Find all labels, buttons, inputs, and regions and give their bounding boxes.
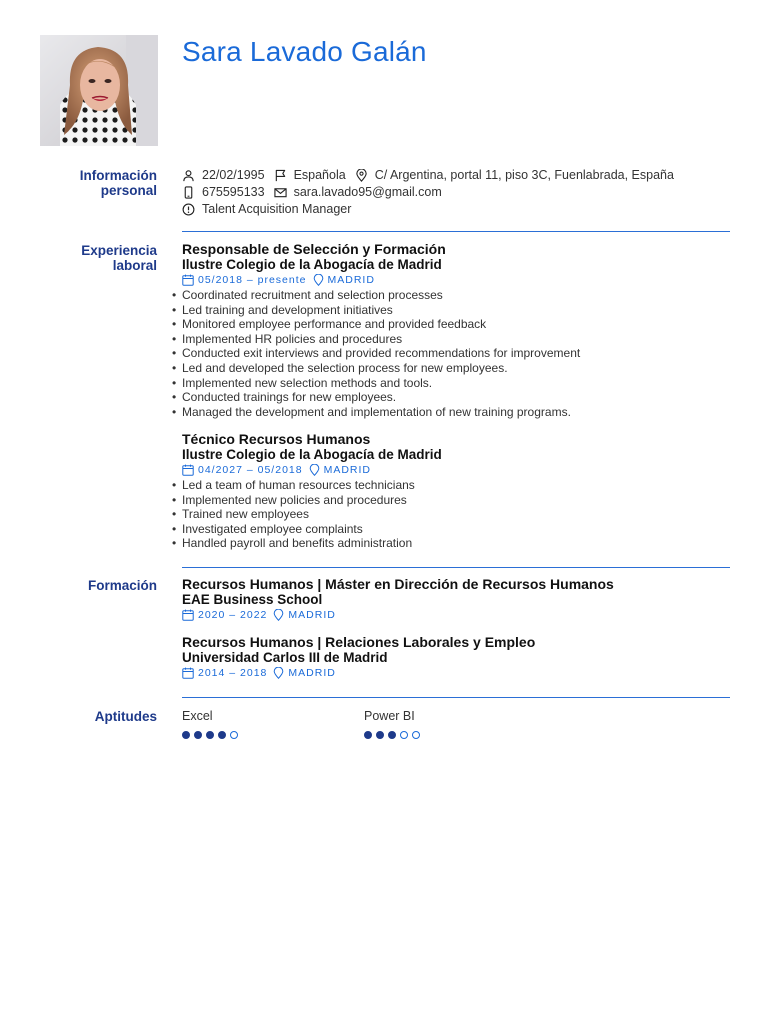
education-dates: 2020 – 2022 xyxy=(198,608,268,621)
label-line-1: Información xyxy=(79,168,157,183)
headline-item xyxy=(182,202,351,216)
location-pin-icon xyxy=(273,667,284,679)
section-label-personal xyxy=(40,168,157,198)
job-title: Responsable de Selección y Formación xyxy=(182,241,446,257)
rating-dot-empty xyxy=(412,731,420,739)
list-item: • Trained new employees xyxy=(182,507,732,522)
section-divider xyxy=(182,231,730,232)
section-label-skills: Aptitudes xyxy=(94,709,157,724)
phone-icon xyxy=(182,186,195,199)
rating-dot-filled xyxy=(182,731,190,739)
education-meta xyxy=(182,608,732,621)
rating-dot-filled xyxy=(364,731,372,739)
job-bullets xyxy=(182,288,732,419)
job-dates: 04/2027 – 05/2018 xyxy=(198,463,303,476)
rating-dot-filled xyxy=(206,731,214,739)
address-item xyxy=(355,168,674,182)
education-meta xyxy=(182,666,732,679)
rating-dot-filled xyxy=(194,731,202,739)
flag-icon xyxy=(274,169,287,182)
list-item: • Coordinated recruitment and selection processes xyxy=(182,288,732,303)
list-item: • Implemented new policies and procedures xyxy=(182,493,732,508)
job-location-text: MADRID xyxy=(323,463,372,476)
job-location xyxy=(313,274,375,286)
list-item: • Implemented HR policies and procedures xyxy=(182,332,732,347)
school-name: Universidad Carlos III de Madrid xyxy=(182,650,388,665)
education-dates: 2014 – 2018 xyxy=(198,666,268,679)
list-item: • Managed the development and implementation of new training programs. xyxy=(182,405,732,420)
school-name: EAE Business School xyxy=(182,592,323,607)
section-label-education: Formación xyxy=(87,578,157,593)
headline-text: Talent Acquisition Manager xyxy=(202,202,352,216)
job-location-text: MADRID xyxy=(327,273,375,286)
nationality-item xyxy=(274,168,346,182)
person-icon xyxy=(182,169,195,182)
phone-text: 675595133 xyxy=(202,185,265,199)
education-location xyxy=(273,667,335,679)
label-line-2: personal xyxy=(100,183,157,198)
job-meta xyxy=(182,273,732,286)
location-pin-icon xyxy=(309,464,320,476)
rating-dot-filled xyxy=(376,731,384,739)
nationality-text: Española xyxy=(293,168,346,182)
email-text[interactable]: sara.lavado95@gmail.com xyxy=(293,185,442,199)
list-item: • Led training and development initiatives xyxy=(182,303,732,318)
phone-item xyxy=(182,185,265,199)
education-location-text: MADRID xyxy=(288,666,336,679)
list-item: • Conducted trainings for new employees. xyxy=(182,390,732,405)
degree-title: Recursos Humanos | Máster en Dirección de Recursos Humanos xyxy=(182,576,614,592)
rating-dot-empty xyxy=(400,731,408,739)
label-line-1: Experiencia xyxy=(81,243,157,258)
location-pin-icon xyxy=(313,274,324,286)
job-location xyxy=(309,464,371,476)
skill-name: Power BI xyxy=(364,709,415,723)
rating-dot-filled xyxy=(218,731,226,739)
job-dates: 05/2018 – presente xyxy=(198,273,307,286)
job-entry xyxy=(182,242,732,419)
section-label-experience xyxy=(40,243,157,273)
calendar-icon xyxy=(182,667,194,679)
info-row-3 xyxy=(182,201,360,217)
envelope-icon xyxy=(274,186,287,199)
job-meta xyxy=(182,463,732,476)
job-entry xyxy=(182,432,732,551)
list-item: • Conducted exit interviews and provided recommendations for improvement xyxy=(182,346,732,361)
info-row-2 xyxy=(182,184,451,200)
education-entry xyxy=(182,635,732,679)
calendar-icon xyxy=(182,464,194,476)
job-organization: Ilustre Colegio de la Abogacía de Madrid xyxy=(182,447,442,462)
education-location xyxy=(273,609,335,621)
section-divider xyxy=(182,567,730,568)
job-bullets xyxy=(182,478,732,551)
education-entry xyxy=(182,577,732,621)
section-divider xyxy=(182,697,730,698)
portrait-image xyxy=(40,35,158,146)
info-row-1 xyxy=(182,167,683,183)
info-circle-icon xyxy=(182,203,195,216)
degree-title: Recursos Humanos | Relaciones Laborales y Empleo xyxy=(182,634,536,650)
list-item: • Led a team of human resources technicians xyxy=(182,478,732,493)
list-item: • Handled payroll and benefits administration xyxy=(182,536,732,551)
candidate-name: Sara Lavado Galán xyxy=(182,36,427,67)
list-item: • Implemented new selection methods and tools. xyxy=(182,376,732,391)
skill-rating xyxy=(364,731,424,739)
label-line-2: laboral xyxy=(112,258,157,273)
birthdate-text: 22/02/1995 xyxy=(202,168,265,182)
email-item[interactable] xyxy=(274,185,442,199)
job-title: Técnico Recursos Humanos xyxy=(182,431,371,447)
location-pin-icon xyxy=(355,169,368,182)
skill-rating xyxy=(182,731,242,739)
profile-photo xyxy=(40,35,158,146)
education-location-text: MADRID xyxy=(288,608,336,621)
list-item: • Investigated employee complaints xyxy=(182,522,732,537)
list-item: • Led and developed the selection process for new employees. xyxy=(182,361,732,376)
location-pin-icon xyxy=(273,609,284,621)
rating-dot-empty xyxy=(230,731,238,739)
calendar-icon xyxy=(182,274,194,286)
list-item: • Monitored employee performance and provided feedback xyxy=(182,317,732,332)
address-text: C/ Argentina, portal 11, piso 3C, Fuenlabrada, España xyxy=(374,168,674,182)
skill-name: Excel xyxy=(182,709,213,723)
job-organization: Ilustre Colegio de la Abogacía de Madrid xyxy=(182,257,442,272)
birthdate-item xyxy=(182,168,265,182)
calendar-icon xyxy=(182,609,194,621)
rating-dot-filled xyxy=(388,731,396,739)
